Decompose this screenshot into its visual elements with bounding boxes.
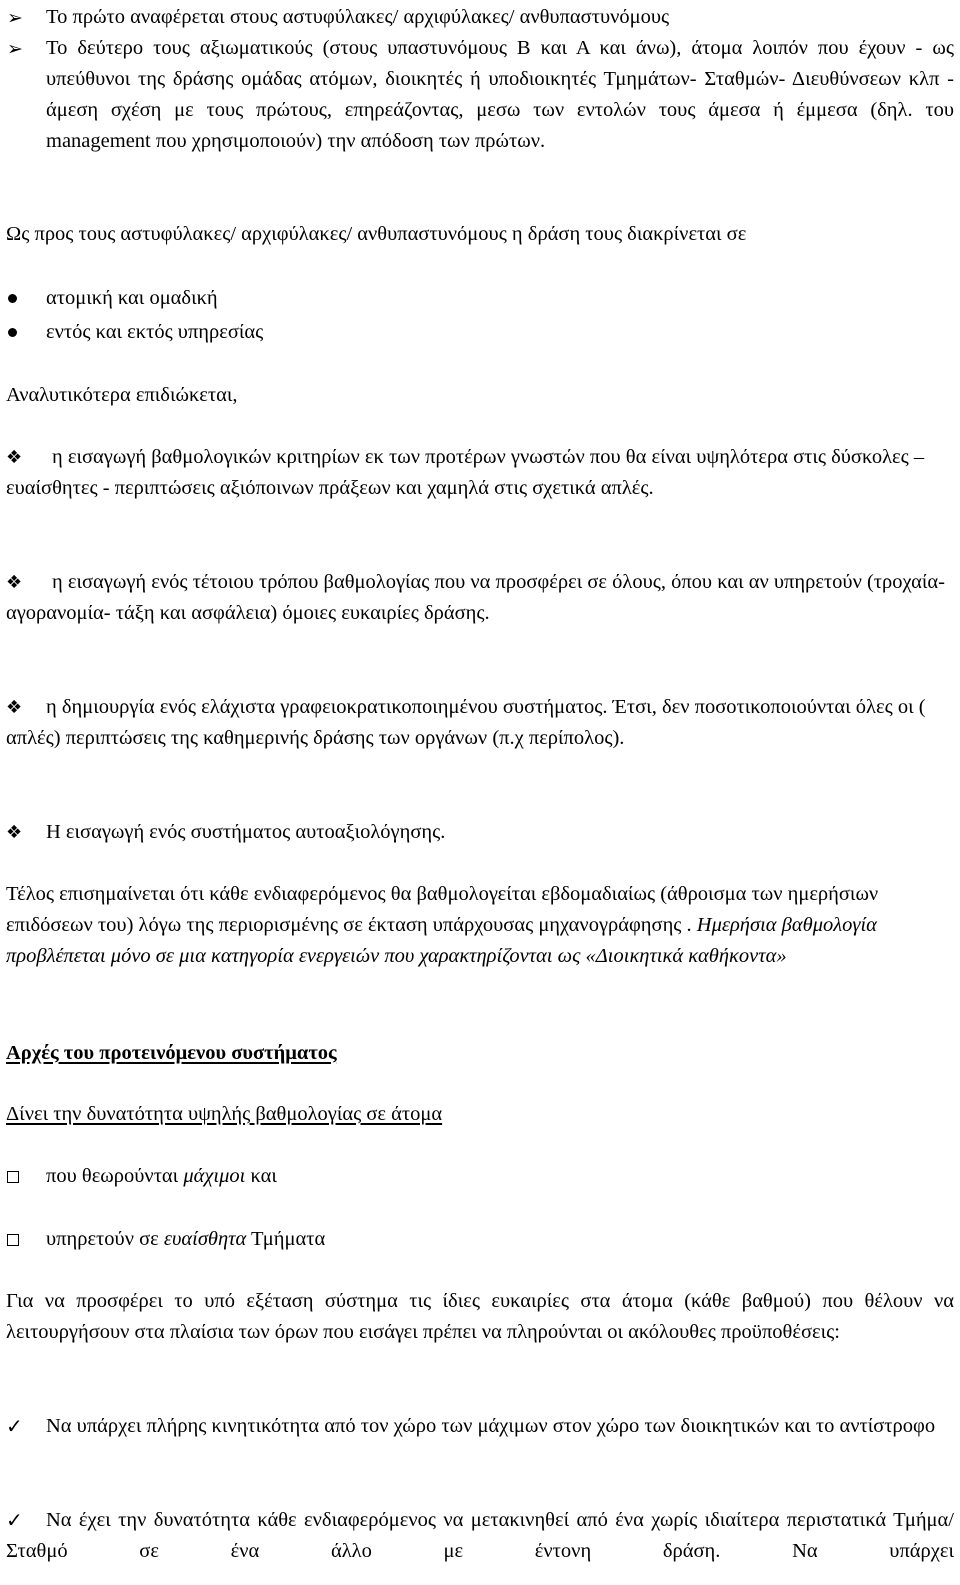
check-item [6, 1505, 954, 1567]
check-text: Να έχει την δυνατότητα κάθε ενδιαφερόμενος να μετακινηθεί από ένα χωρίς ιδιαίτερα περιστατικά Τμήμα/Σταθμό σε ένα άλλο με έντονη δράση. Να υπάρχει [6, 1509, 954, 1562]
diamond-text: η εισαγωγή βαθμολογικών κριτηρίων εκ των προτέρων γνωστών που θα είναι υψηλότερα στις δύσκολες – ευαίσθητες - περιπτώσεις αξιόποινων πράξεων και χαμηλά στις σχετικά απλές. [6, 446, 925, 499]
paragraph: Ως προς τους αστυφύλακες/ αρχιφύλακες/ ανθυπαστυνόμους η δράση τους διακρίνεται σε [6, 223, 747, 245]
arrow-item-text: Το πρώτο αναφέρεται στους αστυφύλακες/ αρχιφύλακες/ ανθυπαστυνόμους [46, 6, 670, 28]
diamond-item [6, 817, 954, 848]
arrow-list-item [6, 33, 954, 157]
bullet-item [6, 317, 954, 348]
section-heading: Αρχές του προτεινόμενου συστήματος [6, 1042, 337, 1064]
diamond-bullet-icon: ❖ [6, 697, 23, 718]
check-text: Να υπάρχει πλήρης κινητικότητα από τον χώρο των μάχιμων στον χώρο των διοικητικών και το αντίστροφο [46, 1415, 936, 1437]
square-bullet-icon [7, 1234, 19, 1246]
bullet-icon [8, 328, 17, 337]
diamond-item [6, 567, 954, 629]
item-text: Τμήματα [246, 1228, 326, 1250]
diamond-item [6, 442, 954, 504]
diamond-text: η εισαγωγή ενός τέτοιου τρόπου βαθμολογίας που να προσφέρει σε όλους, όπου και αν υπηρετούν (τροχαία- αγορανομία- τάξη και ασφάλεια) όμοιες ευκαιρίες δράσης. [6, 571, 945, 624]
diamond-item [6, 692, 954, 754]
diamond-bullet-icon: ❖ [6, 572, 23, 593]
paragraph: Για να προσφέρει το υπό εξέταση σύστημα τις ίδιες ευκαιρίες στα άτομα (κάθε βαθμού) που θέλουν να λειτουργήσουν στα πλαίσια των όρων που εισάγει πρέπει να πληρούνται οι ακόλουθες προϋποθέσεις: [6, 1290, 954, 1343]
checkmark-icon: ✓ [6, 1508, 23, 1532]
bullet-text: ατομική και ομαδική [46, 287, 218, 309]
checkmark-icon: ✓ [6, 1414, 23, 1438]
checkbox-item [6, 1161, 954, 1192]
paragraph: Δίνει την δυνατότητα υψηλής βαθμολογίας σε άτομα [6, 1103, 443, 1125]
paragraph-closing [6, 879, 906, 972]
bullet-item [6, 283, 954, 314]
diamond-text: Η εισαγωγή ενός συστήματος αυτοαξιολόγησης. [46, 821, 446, 843]
check-item [6, 1411, 954, 1442]
diamond-text: η δημιουργία ενός ελάχιστα γραφειοκρατικοποιημένου συστήματος. Έτσι, δεν ποσοτικοποιούνται όλες οι ( απλές) περιπτώσεις της καθημερινής δράσης των οργάνων (π.χ περίπολος). [6, 696, 926, 749]
arrow-item-text: Το δεύτερο τους αξιωματικούς (στους υπαστυνόμους Β και Α και άνω), άτομα λοιπόν που έχουν - ως υπεύθυνοι της δράσης ομάδας ατόμων, διοικητές ή υποδιοικητές Τμημάτων- Σταθμών- Διευθύνσεων κλπ - άμεση σχέση με τους πρώτους, επηρεάζοντας, μεσω των εντολών τους άμεσα ή έμμεσα (δηλ. του management που χρησιμοποιούν) την απόδοση των πρώτων. [46, 37, 954, 152]
bullet-text: εντός και εκτός υπηρεσίας [46, 321, 264, 343]
item-italic: ευαίσθητα [163, 1228, 247, 1250]
item-text: και [245, 1165, 277, 1187]
bullet-icon [8, 294, 17, 303]
item-italic: μάχιμοι [183, 1165, 246, 1187]
paragraph-italic-text: Ημερήσια βαθμολογία προβλέπεται μόνο σε μια κατηγορία ενεργειών που χαρακτηρίζονται ως «Διοικητικά καθήκοντα» [6, 914, 877, 967]
diamond-bullet-icon: ❖ [6, 447, 23, 468]
arrow-list-item [6, 2, 954, 33]
checkbox-item [6, 1224, 954, 1255]
item-text: που θεωρούνται [46, 1165, 184, 1187]
square-bullet-icon [7, 1171, 19, 1183]
arrow-icon: ➢ [7, 7, 23, 29]
item-text: υπηρετούν σε [46, 1228, 164, 1250]
paragraph: Αναλυτικότερα επιδιώκεται, [6, 384, 238, 406]
paragraph-text: Τέλος επισημαίνεται ότι κάθε ενδιαφερόμενος θα βαθμολογείται εβδομαδιαίως (άθροισμα των ημερήσιων επιδόσεων του) λόγω της περιορισμένης σε έκταση υπάρχουσας μηχανογράφησης . [6, 883, 879, 936]
arrow-icon: ➢ [7, 38, 23, 60]
diamond-bullet-icon: ❖ [6, 822, 23, 843]
